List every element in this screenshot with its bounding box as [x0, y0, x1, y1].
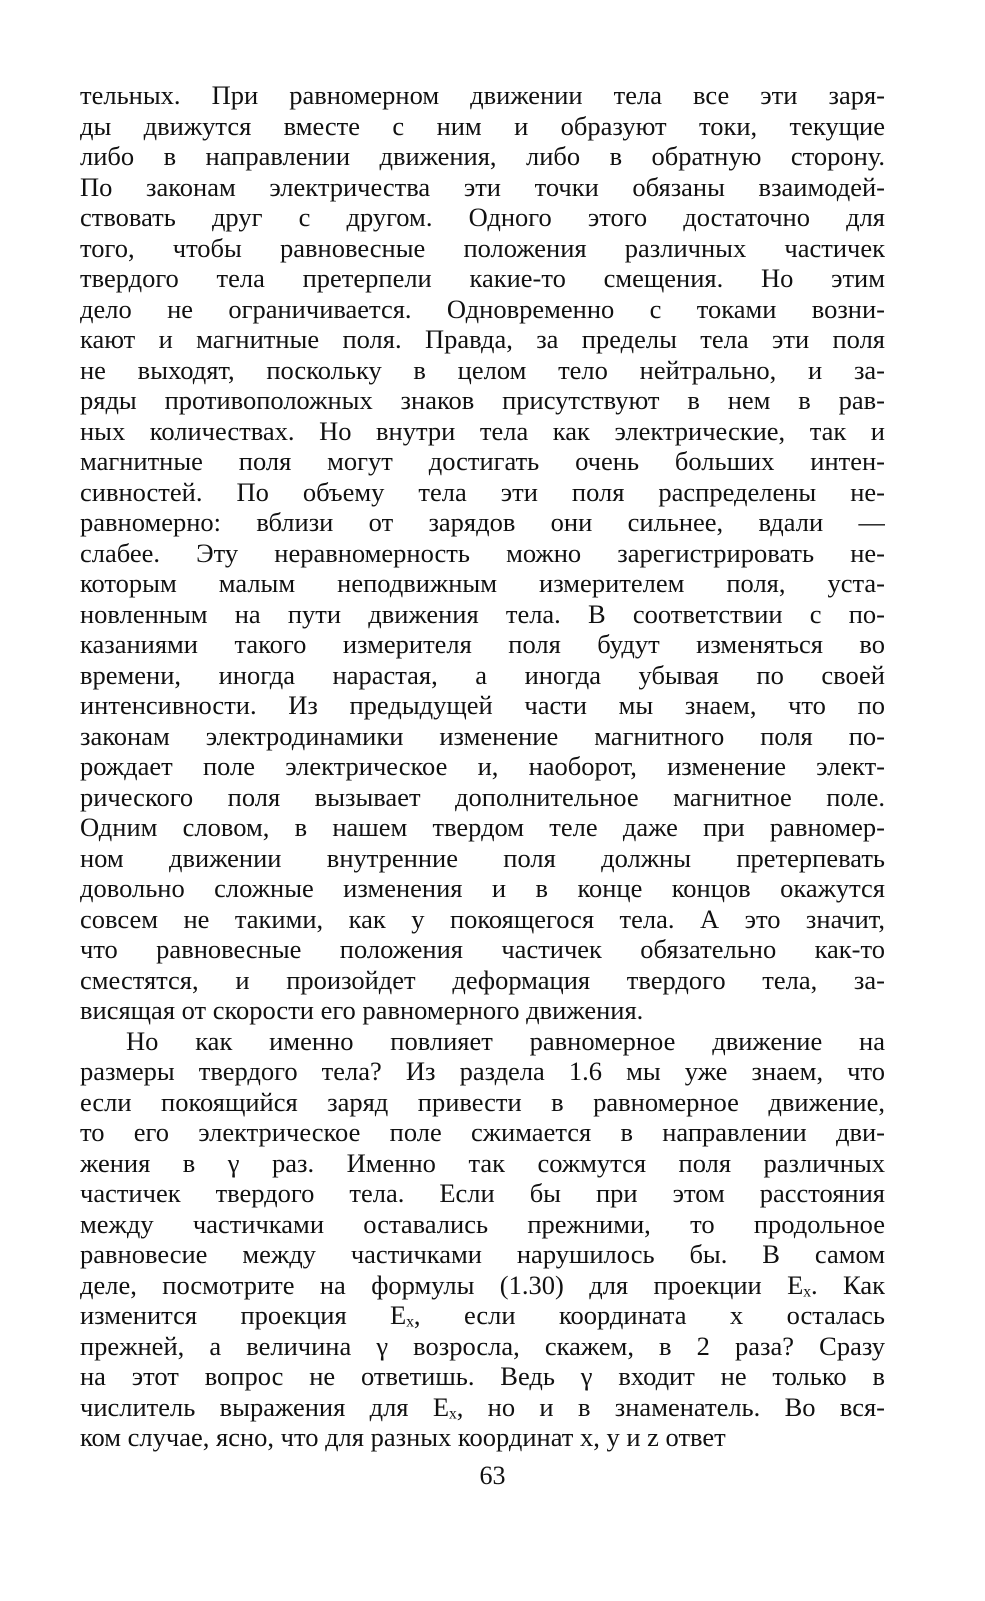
- text-line: По законам электричества эти точки обязаны взаимодей-: [80, 171, 885, 202]
- text-line: Одним словом, в нашем твердом теле даже при равномер-: [80, 812, 885, 842]
- paragraph: [80, 80, 885, 1026]
- text-line: которым малым неподвижным измерителем поля, уста-: [80, 568, 885, 598]
- text-line: того, чтобы равновесные положения различных частичек: [80, 232, 885, 263]
- text-line: прежней, а величина γ возросла, скажем, в 2 раза? Сразу: [80, 1330, 885, 1361]
- text-line: либо в направлении движения, либо в обратную сторону.: [80, 141, 885, 171]
- text-line: Но как именно повлияет равномерное движение на: [126, 1025, 885, 1056]
- text-line: равновесие между частичками нарушилось бы. В самом: [80, 1239, 885, 1269]
- text-line: равномерно: вблизи от зарядов они сильнее, вдали —: [80, 507, 885, 537]
- text-line: жения в γ раз. Именно так сожмутся поля различных: [80, 1147, 885, 1178]
- text-line: ком случае, ясно, что для разных координат x, y и z ответ: [80, 1422, 726, 1452]
- text-line: то его электрическое поле сжимается в направлении дви-: [80, 1117, 885, 1147]
- text-line: тельных. При равномерном движении тела все эти заря-: [80, 80, 885, 110]
- text-line: рождает поле электрическое и, наоборот, изменение элект-: [80, 751, 885, 781]
- text-line: магнитные поля могут достигать очень больших интен-: [80, 446, 885, 476]
- text-line: на этот вопрос не ответишь. Ведь γ входит не только в: [80, 1361, 885, 1391]
- text-line: времени, иногда нарастая, а иногда убывая по своей: [80, 659, 885, 690]
- text-line: деле, посмотрите на формулы (1.30) для проекции Eₓ. Как: [80, 1269, 885, 1300]
- text-line: сивностей. По объему тела эти поля распределены не-: [80, 476, 885, 507]
- text-line: интенсивности. Из предыдущей части мы знаем, что по: [80, 690, 885, 720]
- text-line: ды движутся вместе с ним и образуют токи, текущие: [80, 110, 885, 141]
- text-line: рического поля вызывает дополнительное магнитное поле.: [80, 781, 885, 812]
- text-line: частичек твердого тела. Если бы при этом расстояния: [80, 1178, 885, 1208]
- text-line: если покоящийся заряд привести в равномерное движение,: [80, 1086, 885, 1117]
- text-line: слабее. Эту неравномерность можно зарегистрировать не-: [80, 537, 885, 568]
- text-line: ных количествах. Но внутри тела как электрические, так и: [80, 415, 885, 446]
- text-line: числитель выражения для Eₓ, но и в знаменатель. Во вся-: [80, 1391, 885, 1422]
- page-number: 63: [479, 1461, 506, 1490]
- text-line: совсем не такими, как у покоящегося тела. А это значит,: [80, 903, 885, 934]
- text-line: ствовать друг с другом. Одного этого достаточно для: [80, 202, 885, 232]
- text-line: законам электродинамики изменение магнитного поля по-: [80, 720, 885, 751]
- text-line: казаниями такого измерителя поля будут изменяться во: [80, 629, 885, 659]
- text-line: что равновесные положения частичек обязательно как-то: [80, 934, 885, 964]
- text-line: довольно сложные изменения и в конце концов окажутся: [80, 873, 885, 903]
- body-text: [80, 80, 885, 1453]
- text-line: твердого тела претерпели какие-то смещения. Но этим: [80, 263, 885, 293]
- text-line: сместятся, и произойдет деформация твердого тела, за-: [80, 964, 885, 995]
- text-line: дело не ограничивается. Одновременно с токами возни-: [80, 293, 885, 324]
- text-line: кают и магнитные поля. Правда, за пределы тела эти поля: [80, 324, 885, 354]
- text-line: ряды противоположных знаков присутствуют в нем в рав-: [80, 385, 885, 415]
- text-line: размеры твердого тела? Из раздела 1.6 мы уже знаем, что: [80, 1056, 885, 1086]
- text-line: не выходят, поскольку в целом тело нейтрально, и за-: [80, 354, 885, 385]
- text-line: висящая от скорости его равномерного движения.: [80, 995, 644, 1025]
- text-line: изменится проекция Eₓ, если координата x осталась: [80, 1300, 885, 1330]
- text-line: между частичками оставались прежними, то продольное: [80, 1208, 885, 1239]
- paragraph: [80, 1026, 885, 1453]
- text-line: ном движении внутренние поля должны претерпевать: [80, 842, 885, 873]
- text-line: новленным на пути движения тела. В соответствии с по-: [80, 598, 885, 629]
